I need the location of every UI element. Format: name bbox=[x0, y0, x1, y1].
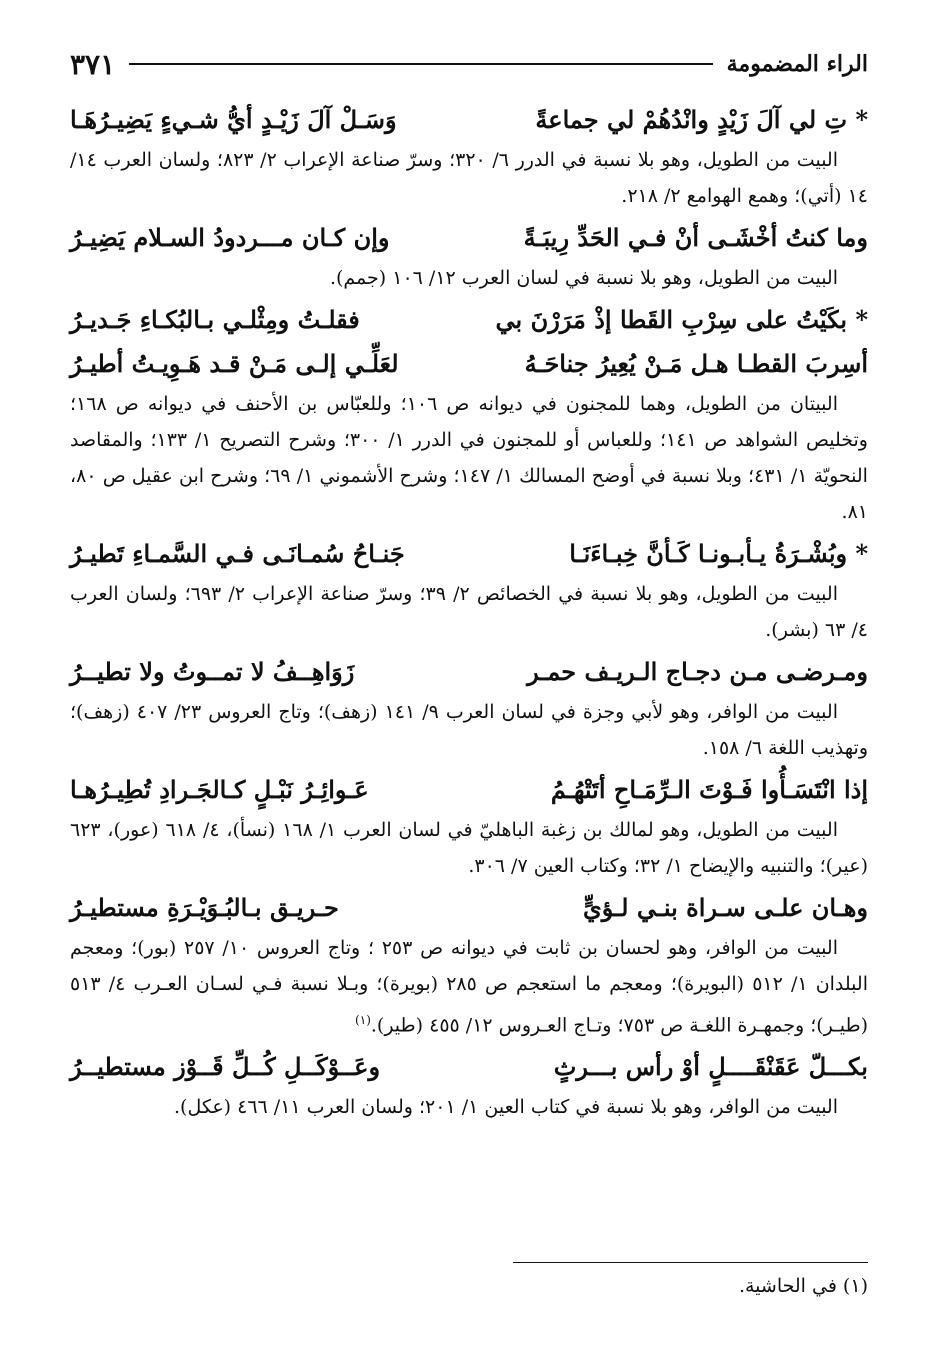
verse-entry bbox=[70, 886, 868, 1043]
verse-line bbox=[70, 886, 868, 930]
page-content bbox=[70, 98, 868, 1127]
footnote-divider bbox=[513, 1262, 868, 1263]
verse-commentary: البيت من الوافر، وهو بلا نسبة في كتاب العين ١/ ٢٠١؛ ولسان العرب ١١/ ٤٦٦ (عكل). bbox=[174, 1096, 838, 1119]
running-title: الراء المضمومة bbox=[726, 51, 868, 77]
verse-line bbox=[70, 98, 868, 142]
second-hemistich: وعَــوْكَــلِ كُــلِّ قَــوْز مستطيــرُ bbox=[70, 1052, 381, 1082]
first-hemistich: وهـان علـى سـراة بنـي لـؤيٍّ bbox=[582, 893, 868, 922]
second-hemistich: جَنـاحُ سُمـانَـى فـي السَّمـاءِ تَطيـرُ bbox=[70, 539, 405, 568]
verse-commentary bbox=[70, 930, 868, 1043]
verse-line bbox=[70, 650, 868, 694]
footnote-reference: (١) bbox=[355, 1013, 371, 1027]
verse-commentary: البيتان من الطويل، وهما للمجنون في ديوانه ص ١٠٦؛ وللعبّاس بن الأحنف في ديوانه ص ١٦٨؛ وتخليص الشواهد ص ١٤١؛ وللعباس أو للمجنون في الدرر ١/ ٣٠٠؛ وشرح التصريح ١/ ١٣٣؛ والمقاصد النحويّة ١/ ٤٣١؛ وبلا نسبة في أوضح المسالك ١/ ١٤٧؛ وشرح الأشموني ١/ ٦٩؛ وشرح ابن عقيل ص ٨٠، ٨١. bbox=[70, 393, 868, 523]
verse-entry bbox=[70, 216, 868, 296]
verse-commentary: البيت من الطويل، وهو بلا نسبة في الخصائص ٢/ ٣٩؛ وسرّ صناعة الإعراب ٢/ ٦٩٣؛ ولسان العرب ٤/ ٦٣ (بشر). bbox=[70, 583, 868, 641]
verse-entry bbox=[70, 298, 868, 530]
verse-entry bbox=[70, 1045, 868, 1125]
verse-commentary: البيت من الطويل، وهو لمالك بن زغبة الباهليّ في لسان العرب ١/ ١٦٨ (نسأ)، ٤/ ٦١٨ (عور)، ٦٢٣ (عير)؛ والتنبيه والإيضاح ١/ ٣٢؛ وكتاب العين ٧/ ٣٠٦. bbox=[70, 819, 868, 877]
first-hemistich: * تِ لي آلَ زَيْدٍ وانْدُهُمْ لي جماعةً bbox=[535, 105, 868, 134]
first-hemistich: * وبُشْـرَةُ يـأبـونـا كَـأنَّ خِبـاءَنَـا bbox=[569, 539, 868, 568]
verse-commentary: البيت من الوافر، وهو لأبي وجزة في لسان العرب ٩/ ١٤١ (زهف)؛ وتاج العروس ٢٣/ ٤٠٧ (زهف)؛ وتهذيب اللغة ٦/ ١٥٨. bbox=[70, 701, 868, 759]
page-number: ٣٧١ bbox=[70, 47, 116, 81]
verse-entry bbox=[70, 650, 868, 766]
second-hemistich: حـريـق بـالبُـوَيْـرَةِ مستطيـرُ bbox=[70, 893, 339, 922]
verse-entry bbox=[70, 98, 868, 214]
second-hemistich: عَـوائِـرُ نَبْـلٍ كـالجَـرادِ تُطِيـرُهـا bbox=[70, 775, 369, 804]
verse-line bbox=[70, 768, 868, 812]
verse-entry bbox=[70, 532, 868, 648]
verse-line bbox=[70, 532, 868, 576]
header-rule bbox=[129, 63, 713, 65]
first-hemistich: وما كنتُ أخْشَـى أنْ فـي الحَدِّ رِيبَـةً bbox=[523, 223, 868, 252]
second-hemistich: لعَلِّـي إلـى مَـنْ قـد هَـوِيـتُ أطيـرُ bbox=[70, 349, 399, 378]
footnote: (١) في الحاشية. bbox=[738, 1275, 868, 1297]
verse-line bbox=[70, 1045, 868, 1089]
commentary-text: البيت من الوافر، وهو لحسان بن ثابت في ديوانه ص ٢٥٣ ؛ وتاج العروس ١٠/ ٢٥٧ (بور)؛ ومعجم البلدان ١/ ٥١٢ (البويرة)؛ ومعجم ما استعجم ص ٢٨٥ (بويرة)؛ وبـلا نسبة فـي لسـان العـرب ٤/ ٥١٣ (طيـر)؛ وجمهـرة اللغـة ص ٧٥٣؛ وتـاج العـروس ١٢/ ٤٥٥ (طير). bbox=[70, 937, 868, 1037]
verse-commentary: البيت من الطويل، وهو بلا نسبة في الدرر ٦/ ٣٢٠؛ وسرّ صناعة الإعراب ٢/ ٨٢٣؛ ولسان العرب ١٤/ ١٤ (أتي)؛ وهمع الهوامع ٢/ ٢١٨. bbox=[70, 149, 868, 207]
verse-line bbox=[70, 342, 868, 386]
first-hemistich: بكـــلّ عَقَنْقَــــلٍ أوْ رأس بـــرثٍ bbox=[553, 1052, 868, 1082]
verse-line bbox=[70, 298, 868, 342]
first-hemistich: أسِربَ القطـا هـل مَـنْ يُعِيرُ جناحَـهُ bbox=[524, 349, 868, 378]
first-hemistich: إذا انْتَسَـأُوا فَـوْتَ الـرِّمَـاحِ أتَتْهُـمُ bbox=[550, 775, 868, 804]
second-hemistich: وَسَـلْ آلَ زَيْـدٍ أيُّ شـيءٍ يَضِيـرُهَـا bbox=[70, 105, 397, 134]
second-hemistich: فقلـتُ ومِثْلـي بـالبُكـاءِ جَـديـرُ bbox=[70, 305, 360, 334]
second-hemistich: زَوَاهِــفُ لا تمــوتُ ولا تطيــرُ bbox=[70, 657, 355, 686]
verse-entry bbox=[70, 768, 868, 884]
verse-line bbox=[70, 216, 868, 260]
first-hemistich: * بكَيْتُ على سِرْبِ القَطا إذْ مَرَرْنَ بي bbox=[495, 305, 868, 334]
page-header bbox=[70, 44, 868, 84]
verse-commentary: البيت من الطويل، وهو بلا نسبة في لسان العرب ١٢/ ١٠٦ (جمم). bbox=[329, 267, 838, 289]
second-hemistich: وإن كـان مـــردودُ السـلام يَضِيـرُ bbox=[70, 223, 390, 252]
first-hemistich: ومـرضـى مـن دجـاج الـريـف حمـر bbox=[527, 657, 868, 686]
